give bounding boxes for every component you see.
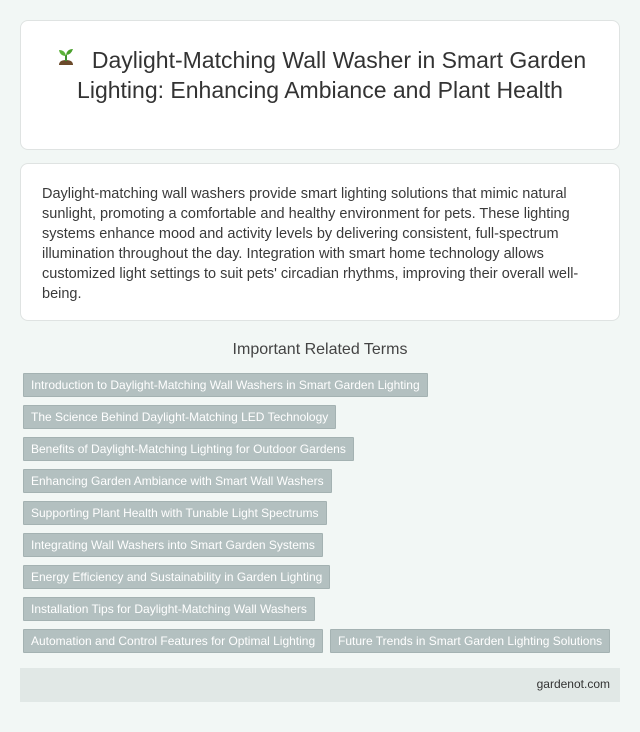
page-title-wrap [51, 45, 589, 105]
title-card [20, 20, 620, 150]
related-term-tag[interactable]: Integrating Wall Washers into Smart Garden Systems [23, 533, 323, 557]
related-term-tag[interactable]: Future Trends in Smart Garden Lighting Solutions [330, 629, 610, 653]
related-terms-heading: Important Related Terms [232, 341, 408, 358]
description-card [20, 163, 620, 321]
related-term-tag[interactable]: Enhancing Garden Ambiance with Smart Wall Washers [23, 469, 332, 493]
related-term-tag[interactable]: The Science Behind Daylight-Matching LED Technology [23, 405, 336, 429]
related-term-tag[interactable]: Benefits of Daylight-Matching Lighting for Outdoor Gardens [23, 437, 354, 461]
related-term-tag[interactable]: Introduction to Daylight-Matching Wall Washers in Smart Garden Lighting [23, 373, 428, 397]
footer-site[interactable]: gardenot.com [536, 677, 610, 691]
related-term-tag[interactable]: Energy Efficiency and Sustainability in Garden Lighting [23, 565, 330, 589]
description-text: Daylight-matching wall washers provide smart lighting solutions that mimic natural sunlight, promoting a comfortable and healthy environment for pets. These lighting systems enhance mood and activity levels by delivering consistent, full-spectrum illumination throughout the day. Integration with smart home technology allows customized light settings to suit pets' circadian rhythms, improving their overall well-being. [42, 186, 579, 302]
page-title: Daylight-Matching Wall Washer in Smart Garden Lighting: Enhancing Ambiance and Plant Health [77, 47, 587, 103]
related-term-tag[interactable]: Automation and Control Features for Optimal Lighting [23, 629, 323, 653]
related-term-tag[interactable]: Supporting Plant Health with Tunable Light Spectrums [23, 501, 327, 525]
sprout-icon [54, 47, 78, 71]
related-term-tag[interactable]: Installation Tips for Daylight-Matching Wall Washers [23, 597, 315, 621]
footer [20, 668, 620, 702]
